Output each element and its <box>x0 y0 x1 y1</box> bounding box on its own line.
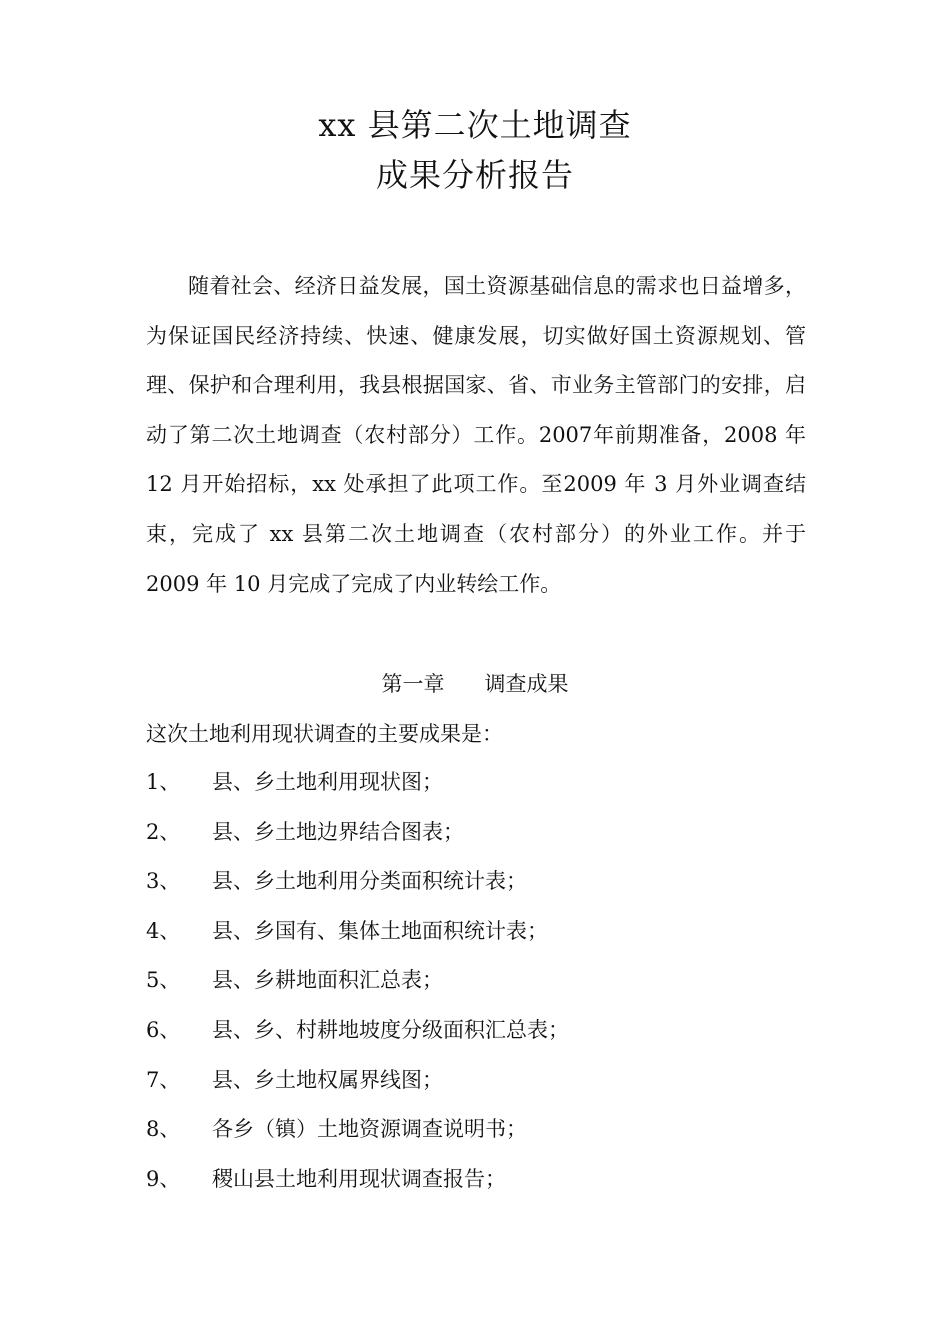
list-item-number: 9、 <box>146 1166 181 1191</box>
list-item-number: 4、 <box>146 918 181 943</box>
chapter-heading <box>0 662 950 706</box>
list-item-text: 县、乡耕地面积汇总表； <box>212 968 443 993</box>
list-item <box>146 1058 569 1108</box>
list-item-number: 5、 <box>146 968 181 993</box>
list-item-number: 6、 <box>146 1017 181 1042</box>
list-item-number: 2、 <box>146 819 181 844</box>
list-item <box>146 810 569 860</box>
list-item-text: 县、乡国有、集体土地面积统计表； <box>212 918 548 943</box>
list-item-text: 各乡（镇）土地资源调查说明书； <box>212 1117 527 1142</box>
list-item-text: 县、乡土地利用分类面积统计表； <box>212 869 527 894</box>
list-item-text: 稷山县土地利用现状调查报告； <box>212 1166 506 1191</box>
list-item-text: 县、乡土地利用现状图； <box>212 770 443 794</box>
results-intro: 这次土地利用现状调查的主要成果是： <box>146 722 503 746</box>
list-item-text: 县、乡土地边界结合图表； <box>212 819 464 844</box>
list-item-text: 县、乡、村耕地坡度分级面积汇总表； <box>212 1017 569 1042</box>
list-item-number: 1、 <box>146 770 181 794</box>
intro-paragraph: 随着社会、经济日益发展，国土资源基础信息的需求也日益增多，为保证国民经济持续、快速、健康发展，切实做好国土资源规划、管理、保护和合理利用，我县根据国家、省、市业务主管部门的安排，启动了第二次土地调查（农村部分）工作。2007年前期准备，2008 年 12 月开始招标，xx 处承担了此项工作。至2009 年 3 月外业调查结束，完成了 xx 县第二次土地调查（农村部分）的外业工作。并于 2009 年 10 月完成了完成了内业转绘工作。 <box>146 274 806 596</box>
chapter-title: 调查成果 <box>484 672 569 696</box>
document-title-line-2: 成果分析报告 <box>375 156 574 194</box>
chapter-number: 第一章 <box>381 672 445 696</box>
list-item <box>146 1107 569 1157</box>
document-title-line-1: xx 县第二次土地调查 <box>318 106 632 144</box>
list-item <box>146 760 569 810</box>
list-item-number: 8、 <box>146 1117 181 1142</box>
list-item-text: 县、乡土地权属界线图； <box>212 1067 443 1092</box>
list-item <box>146 958 569 1008</box>
list-item <box>146 1008 569 1058</box>
list-item <box>146 909 569 959</box>
results-list <box>146 760 569 1206</box>
list-item <box>146 1157 569 1207</box>
list-item-number: 7、 <box>146 1067 181 1092</box>
list-item-number: 3、 <box>146 869 181 894</box>
list-item <box>146 859 569 909</box>
